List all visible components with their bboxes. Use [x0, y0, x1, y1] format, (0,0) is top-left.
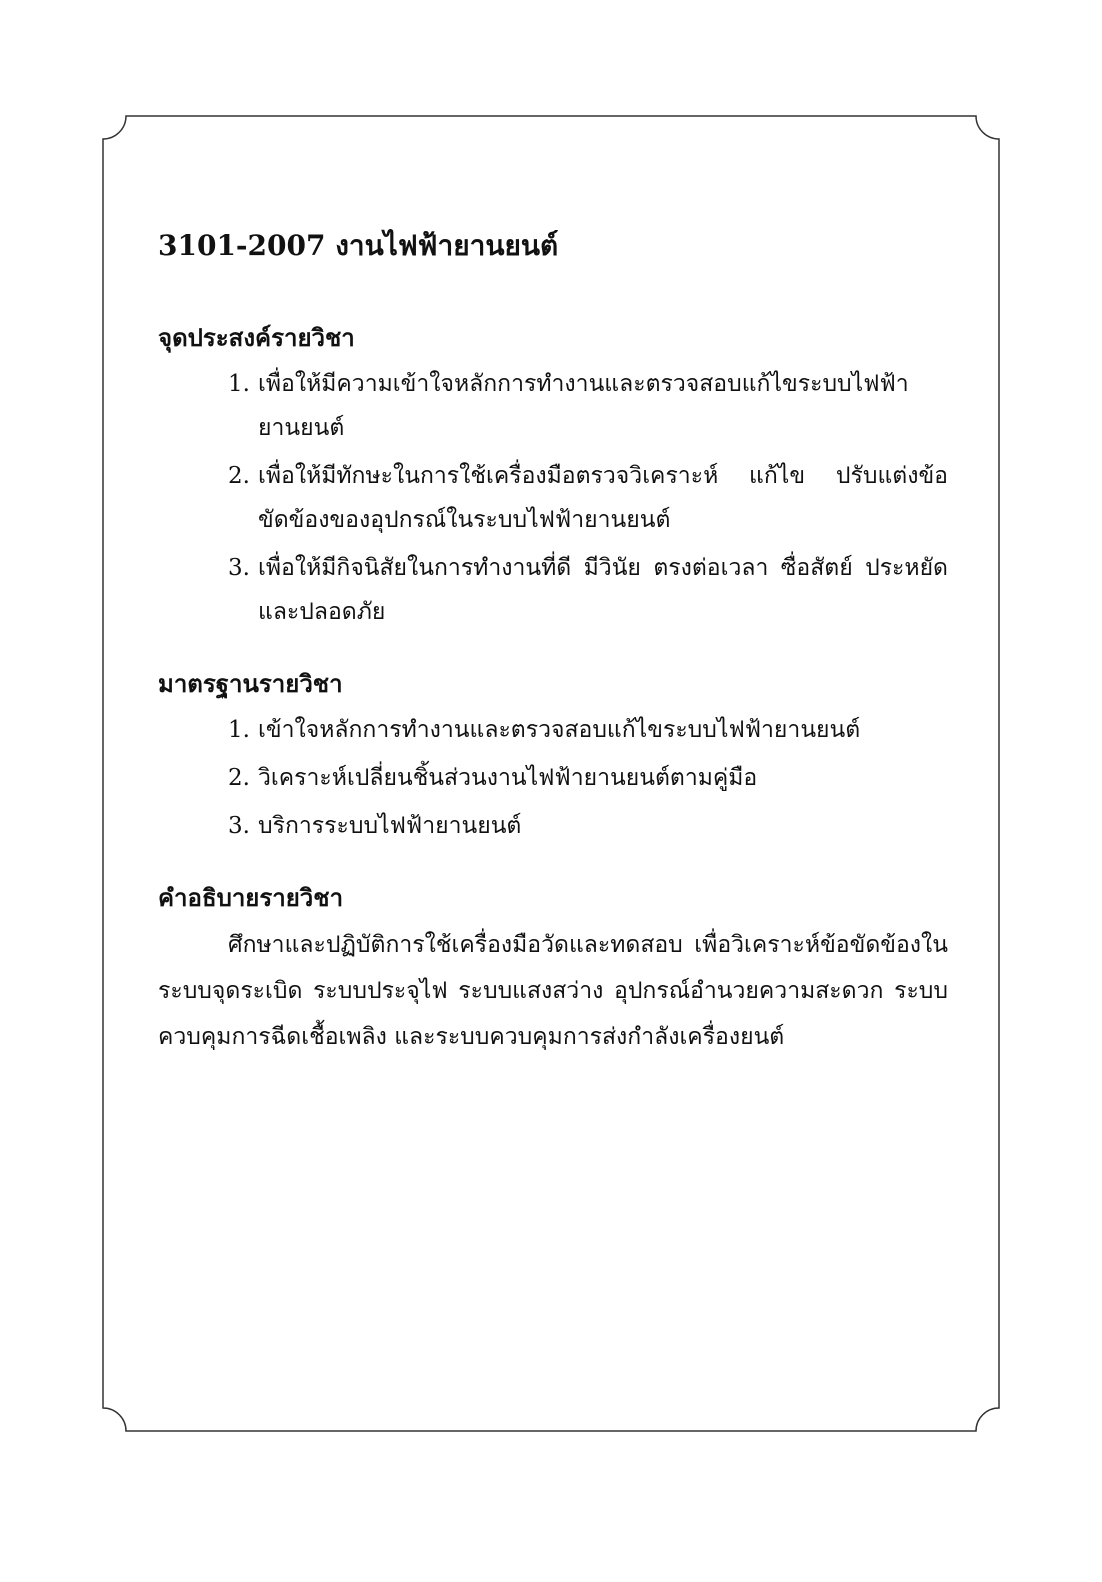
- standard-item: [158, 756, 948, 800]
- standard-text: เข้าใจหลักการทำงานและตรวจสอบแก้ไขระบบไฟฟ้ายานยนต์: [258, 717, 861, 743]
- standards-list: [158, 708, 948, 848]
- objective-item: [158, 546, 948, 634]
- standard-number: 1.: [228, 717, 250, 743]
- objective-text: เพื่อให้มีทักษะในการใช้เครื่องมือตรวจวิเคราะห์ แก้ไข ปรับแต่งข้อขัดข้องของอุปกรณ์ในระบบไฟฟ้ายานยนต์: [258, 463, 948, 533]
- objectives-heading: จุดประสงค์รายวิชา: [158, 323, 355, 352]
- standard-item: [158, 708, 948, 752]
- page-content: [158, 226, 948, 1060]
- standard-text: วิเคราะห์เปลี่ยนชิ้นส่วนงานไฟฟ้ายานยนต์ตามคู่มือ: [258, 765, 758, 791]
- objective-number: 3.: [228, 555, 250, 581]
- standards-heading: มาตรฐานรายวิชา: [158, 669, 343, 698]
- standard-number: 3.: [228, 813, 250, 839]
- objectives-list: [158, 362, 948, 634]
- description-heading: คำอธิบายรายวิชา: [158, 883, 344, 912]
- description-text: ศึกษาและปฏิบัติการใช้เครื่องมือวัดและทดสอบ เพื่อวิเคราะห์ข้อขัดข้องในระบบจุดระเบิด ระบบประจุไฟ ระบบแสงสว่าง อุปกรณ์อำนวยความสะดวก ระบบควบคุมการฉีดเชื้อเพลิง และระบบควบคุมการส่งกำลังเครื่องยนต์: [158, 932, 948, 1050]
- standard-item: [158, 804, 948, 848]
- objective-number: 1.: [228, 371, 250, 397]
- objective-item: [158, 454, 948, 542]
- standard-number: 2.: [228, 765, 250, 791]
- objective-item: [158, 362, 948, 450]
- standard-text: บริการระบบไฟฟ้ายานยนต์: [258, 813, 522, 839]
- objective-number: 2.: [228, 463, 250, 489]
- objective-text: เพื่อให้มีความเข้าใจหลักการทำงานและตรวจสอบแก้ไขระบบไฟฟ้ายานยนต์: [258, 371, 909, 441]
- objective-text: เพื่อให้มีกิจนิสัยในการทำงานที่ดี มีวินัย ตรงต่อเวลา ซื่อสัตย์ ประหยัด และปลอดภัย: [258, 555, 948, 625]
- course-title: 3101-2007 งานไฟฟ้ายานยนต์: [158, 229, 559, 262]
